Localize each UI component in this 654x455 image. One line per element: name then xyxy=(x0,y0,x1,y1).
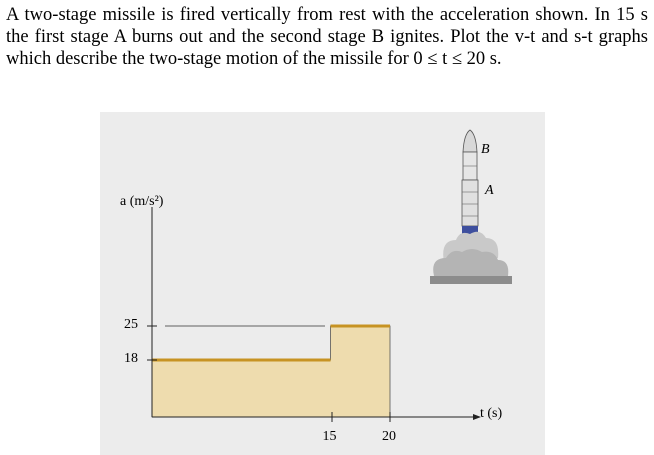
x-tick-label: 15 xyxy=(322,429,337,444)
x-tick-label: 20 xyxy=(382,429,396,444)
acceleration-area xyxy=(152,326,390,417)
stage-label-b: B xyxy=(481,142,490,157)
y-axis-label: a (m/s²) xyxy=(120,194,164,209)
y-tick-label: 18 xyxy=(124,351,138,366)
missile-icon xyxy=(430,130,512,284)
acceleration-figure xyxy=(100,112,545,455)
x-axis-label: t (s) xyxy=(480,406,503,421)
y-tick-label: 25 xyxy=(124,317,138,332)
stage-label-a: A xyxy=(485,183,494,198)
problem-statement: A two-stage missile is fired vertically from rest with the acceleration shown. In 15 s the first stage A burns out and the second stage B ignites. Plot the v-t and s-t graphs which describe the two-stage motion of the missile for 0 ≤ t ≤ 20 s. xyxy=(6,5,648,69)
acceleration-time-graph xyxy=(100,112,545,455)
